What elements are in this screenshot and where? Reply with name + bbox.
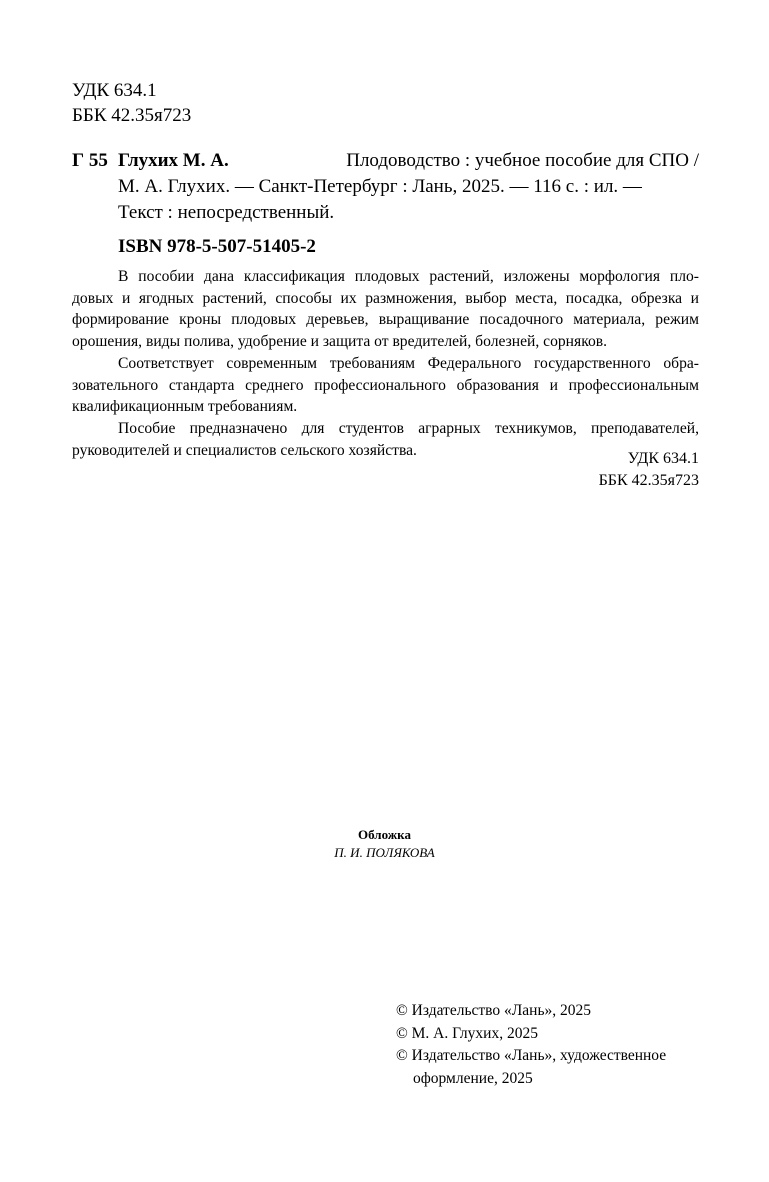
annotation-line: орошения, виды полива, удобрение и защита от вредителей, болезней, сорняков. xyxy=(72,333,608,351)
bbk-code: ББК 42.35я723 xyxy=(598,472,699,489)
bibliographic-description xyxy=(118,148,699,226)
isbn: ISBN 978-5-507-51405-2 xyxy=(118,236,316,257)
bbk-code: ББК 42.35я723 xyxy=(72,105,192,126)
entry-line-1 xyxy=(118,148,699,174)
classification-block-bottom xyxy=(599,448,699,492)
annotation-line: довых и ягодных растений, способы их размножения, выбор места, посадка, обрезка и xyxy=(72,289,699,307)
annotation-paragraph-2 xyxy=(72,353,699,418)
copyright-block xyxy=(396,1000,666,1090)
annotation-line: формирование кроны плодовых деревьев, выращивание посадочного материала, режим xyxy=(72,311,699,329)
udk-code: УДК 634.1 xyxy=(627,450,699,467)
annotation-line: Соответствует современным требованиям Федерального государственного обра- xyxy=(118,354,699,372)
copyright-line: © Издательство «Лань», художественное xyxy=(396,1047,667,1065)
cover-label: Обложка xyxy=(358,827,411,842)
copyright-line: оформление, 2025 xyxy=(413,1069,533,1087)
annotation-line: квалификационным требованиям. xyxy=(72,398,298,416)
classification-block-top xyxy=(72,78,191,128)
annotation-line: руководителей и специалистов сельского хозяйства. xyxy=(72,441,417,459)
udk-code: УДК 634.1 xyxy=(72,80,157,101)
book-title: Плодоводство : учебное пособие для СПО / xyxy=(346,150,699,171)
annotation-line: Пособие предназначено для студентов аграрных техникумов, преподавателей, xyxy=(118,419,699,437)
annotation-paragraph-1 xyxy=(72,266,699,353)
annotation-line: зовательного стандарта среднего профессионального образования и профессиональным xyxy=(72,376,699,394)
cover-designer: П. И. ПОЛЯКОВА xyxy=(334,845,435,860)
entry-line-2: М. А. Глухих. — Санкт-Петербург : Лань, 2025. — 116 с. : ил. — xyxy=(118,176,642,197)
author-sign: Г 55 xyxy=(72,150,108,171)
annotation-line: В пособии дана классификация плодовых растений, изложены морфология пло- xyxy=(118,268,699,285)
annotation xyxy=(72,266,699,461)
copyright-line: © Издательство «Лань», 2025 xyxy=(396,1002,592,1019)
entry-line-3: Текст : непосредственный. xyxy=(118,202,335,223)
author-name: Глухих М. А. xyxy=(118,150,229,171)
cover-credit xyxy=(0,826,769,862)
copyright-line: © М. А. Глухих, 2025 xyxy=(396,1024,538,1042)
